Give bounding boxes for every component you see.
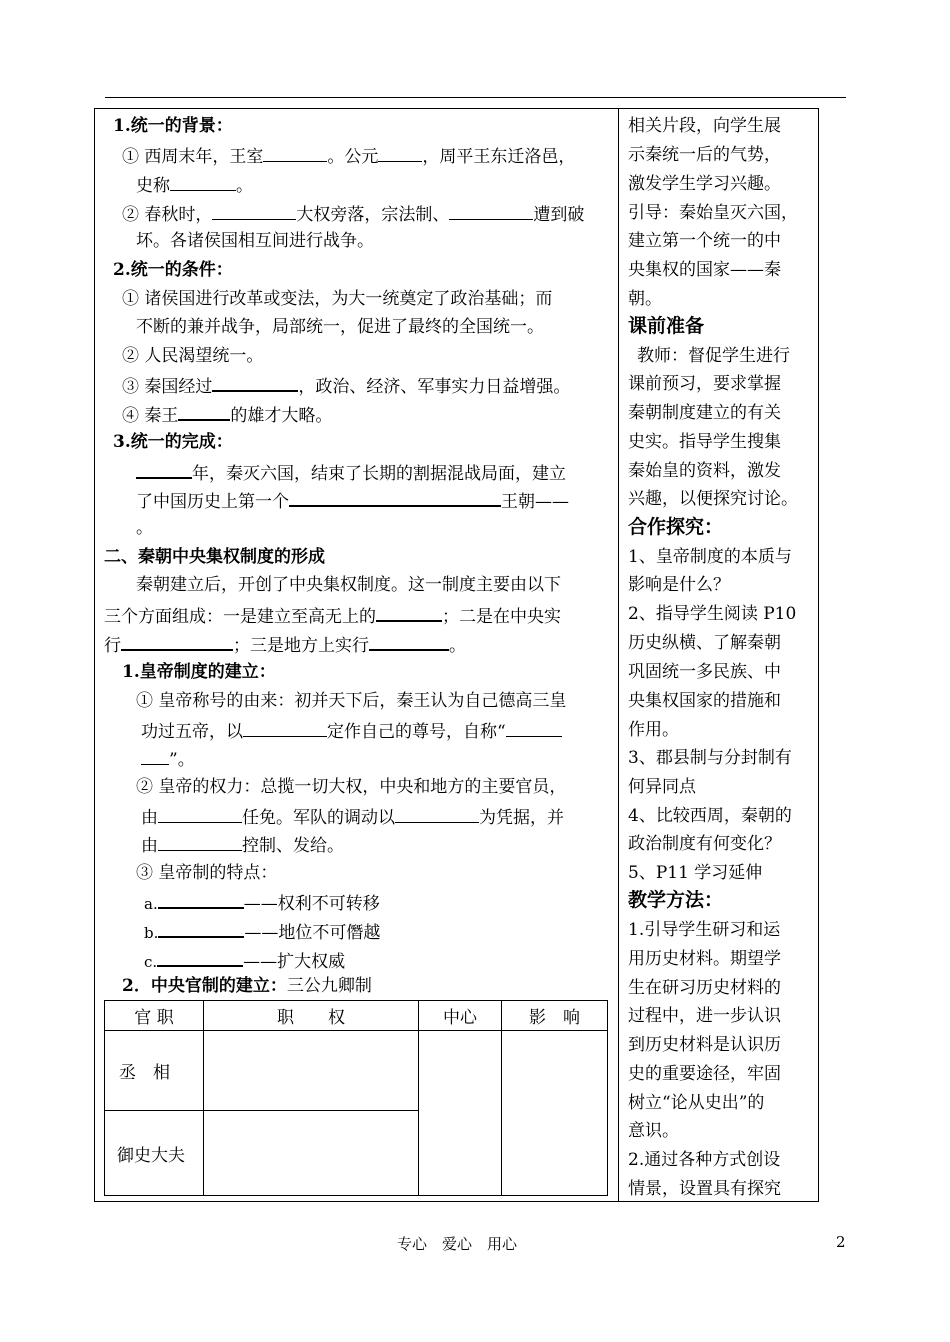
emperor-item-1: ① 皇帝称号的由来：初并天下后，秦王认为自己德高三皇 xyxy=(136,691,567,711)
background-item-2 xyxy=(122,203,584,225)
text: ③ 秦国经过 xyxy=(122,377,213,397)
fill-blank xyxy=(263,145,327,162)
text: ② 春秋时， xyxy=(122,205,213,225)
right-line: 意识。 xyxy=(628,1121,679,1141)
right-line: 1.引导学生研习和运 xyxy=(628,920,781,940)
right-line: 何异同点 xyxy=(628,777,696,797)
fill-blank xyxy=(178,403,230,421)
fill-blank xyxy=(141,748,169,765)
table-cell: 丞 相 xyxy=(105,1031,204,1111)
right-line: 5、P11 学习延伸 xyxy=(628,863,763,883)
right-line: 2、指导学生阅读 P10 xyxy=(628,604,797,624)
right-line: 建立第一个统一的中 xyxy=(628,231,781,251)
text: 。公元 xyxy=(327,147,379,167)
text: 行 xyxy=(104,636,121,656)
right-line: 相关片段，向学生展 xyxy=(628,116,781,136)
text: 的雄才大略。 xyxy=(230,406,333,426)
text: ——扩大权威 xyxy=(243,952,346,972)
table-row xyxy=(105,1031,608,1111)
completion-line-2 xyxy=(136,489,569,512)
feature-a xyxy=(144,891,380,914)
right-line: 央集权国家的措施和 xyxy=(628,691,781,711)
right-line: 到历史材料是认识历 xyxy=(628,1035,781,1055)
text: 定作自己的尊号，自称“ xyxy=(327,722,506,742)
conditions-item-3 xyxy=(122,374,570,397)
fill-blank xyxy=(289,489,501,507)
table-header: 职 权 xyxy=(204,1001,419,1031)
right-line: 1、皇帝制度的本质与 xyxy=(628,547,792,567)
page-number: 2 xyxy=(836,1233,846,1251)
right-line: 激发学生学习兴趣。 xyxy=(628,174,781,194)
section-completion-title: 3.统一的完成： xyxy=(113,432,233,452)
table-header: 官 职 xyxy=(105,1001,204,1031)
text: 年，秦灭六国，结束了长期的割据混战局面，建立 xyxy=(192,464,566,484)
fill-blank xyxy=(378,145,422,162)
text: 遭到破 xyxy=(533,205,585,225)
text: ④ 秦王 xyxy=(122,406,179,426)
conditions-item-2: ② 人民渴望统一。 xyxy=(122,346,264,366)
text: ——地位不可僭越 xyxy=(244,923,381,943)
text: ”。 xyxy=(169,750,195,770)
text: 王朝—— xyxy=(501,492,569,512)
fill-blank xyxy=(395,806,479,823)
fill-blank xyxy=(157,949,243,967)
prep-heading: 课前准备 xyxy=(628,315,705,337)
fill-blank xyxy=(376,604,442,622)
table-cell xyxy=(419,1031,502,1196)
column-divider xyxy=(618,108,619,1202)
right-line: 情景，设置具有探究 xyxy=(628,1179,781,1199)
right-line: 史实。指导学生搜集 xyxy=(628,432,781,452)
fill-blank xyxy=(506,720,562,737)
table-cell xyxy=(204,1111,419,1196)
text: 大权旁落，宗法制、 xyxy=(296,205,450,225)
feature-b xyxy=(144,920,380,943)
feature-c xyxy=(144,949,345,972)
fill-blank xyxy=(136,461,192,479)
text: 。 xyxy=(236,176,253,196)
right-line: 教师：督促学生进行 xyxy=(637,346,790,366)
text: ① 西周末年，王室 xyxy=(122,147,264,167)
fill-blank xyxy=(369,633,449,651)
table-header-row xyxy=(105,1001,608,1031)
right-line: 过程中，进一步认识 xyxy=(628,1006,781,1026)
table-header: 影 响 xyxy=(502,1001,608,1031)
background-item-1-cont xyxy=(136,174,253,196)
part-two-para-3 xyxy=(104,633,466,656)
text: ——权利不可转移 xyxy=(243,894,380,914)
text: 三个方面组成：一是建立至高无上的 xyxy=(104,607,376,627)
table-cell: 御史大夫 xyxy=(105,1111,204,1196)
part-two-para-1: 秦朝建立后，开创了中央集权制度。这一制度主要由以下 xyxy=(136,575,561,595)
emperor-item-1-cont2 xyxy=(141,748,195,770)
right-line: 2.通过各种方式创设 xyxy=(628,1150,781,1170)
right-line: 用历史材料。期望学 xyxy=(628,949,781,969)
text: 功过五帝，以 xyxy=(141,722,243,742)
right-line: 示秦统一后的气势， xyxy=(628,145,781,165)
conditions-item-1-cont: 不断的兼并战争，局部统一，促进了最终的全国统一。 xyxy=(136,317,544,337)
header-rule xyxy=(105,97,846,98)
text: 由 xyxy=(141,836,158,856)
footer-motto: 专心 爱心 用心 xyxy=(397,1235,518,1253)
right-line: 作用。 xyxy=(628,720,679,740)
table-header: 中心 xyxy=(419,1001,502,1031)
fill-blank xyxy=(121,633,233,651)
text: 2．中央官制的建立： xyxy=(122,976,287,996)
fill-blank xyxy=(158,806,242,823)
fill-blank xyxy=(158,891,244,909)
right-line: 3、郡县制与分封制有 xyxy=(628,748,792,768)
emperor-item-2-cont xyxy=(141,806,564,828)
fill-blank xyxy=(212,374,298,392)
fill-blank xyxy=(158,834,242,851)
text: ；三是地方上实行 xyxy=(233,636,369,656)
emperor-item-3: ③ 皇帝制的特点： xyxy=(136,863,278,883)
text: ，周平王东迁洛邑， xyxy=(422,147,576,167)
right-line: 影响是什么？ xyxy=(628,575,730,595)
text: 史称 xyxy=(136,176,170,196)
emperor-item-2-cont2 xyxy=(141,834,344,856)
emperor-item-2: ② 皇帝的权力：总揽一切大权，中央和地方的主要官员， xyxy=(136,777,567,797)
officials-table xyxy=(104,1000,608,1196)
right-line: 秦朝制度建立的有关 xyxy=(628,403,781,423)
conditions-item-1: ① 诸侯国进行改革或变法，为大一统奠定了政治基础；而 xyxy=(122,289,553,309)
fill-blank xyxy=(212,203,296,220)
text: ，政治、经济、军事实力日益增强。 xyxy=(298,377,571,397)
text: 为凭据，并 xyxy=(479,808,564,828)
fill-blank xyxy=(449,203,533,220)
conditions-item-4 xyxy=(122,403,332,426)
right-line: 朝。 xyxy=(628,289,662,309)
text: 。 xyxy=(449,636,466,656)
right-line: 巩固统一多民族、中 xyxy=(628,662,781,682)
method-heading: 教学方法： xyxy=(628,889,724,911)
right-line: 秦始皇的资料，激发 xyxy=(628,461,781,481)
completion-line-1 xyxy=(136,461,566,484)
right-line: 史的重要途径，牢固 xyxy=(628,1064,781,1084)
right-line: 生在研习历史材料的 xyxy=(628,978,781,998)
part-two-para-2 xyxy=(104,604,561,627)
right-line: 课前预习，要求掌握 xyxy=(628,374,781,394)
section-background-title: 1.统一的背景： xyxy=(113,116,233,136)
text: 了中国历史上第一个 xyxy=(136,492,289,512)
central-officials-title xyxy=(122,976,372,996)
right-line: 政治制度有何变化？ xyxy=(628,834,781,854)
fill-blank xyxy=(170,174,236,191)
fill-blank xyxy=(158,920,244,938)
table-cell xyxy=(502,1031,608,1196)
emperor-item-1-cont xyxy=(141,720,562,742)
table-cell xyxy=(204,1031,419,1111)
right-line: 历史纵横、了解秦朝 xyxy=(628,633,781,653)
text: ；二是在中央实 xyxy=(442,607,561,627)
right-line: 4、比较西周，秦朝的 xyxy=(628,806,792,826)
right-line: 兴趣，以便探究讨论。 xyxy=(628,489,798,509)
text: 控制、发给。 xyxy=(242,836,344,856)
text: c. xyxy=(144,953,158,971)
text: b. xyxy=(144,924,159,942)
background-item-2-cont: 坏。各诸侯国相互间进行战争。 xyxy=(136,231,374,251)
emperor-system-title: 1.皇帝制度的建立： xyxy=(122,662,276,682)
text: 三公九卿制 xyxy=(286,976,372,996)
background-item-1 xyxy=(122,145,575,167)
fill-blank xyxy=(243,720,327,737)
right-line: 引导：秦始皇灭六国， xyxy=(628,203,798,223)
text: 由 xyxy=(141,808,158,828)
text: a. xyxy=(144,895,158,913)
section-conditions-title: 2.统一的条件： xyxy=(113,260,233,280)
inquiry-heading: 合作探究： xyxy=(628,516,724,538)
right-line: 央集权的国家——秦 xyxy=(628,260,781,280)
part-two-title: 二、秦朝中央集权制度的形成 xyxy=(104,547,325,567)
right-line: 树立“论从史出”的 xyxy=(628,1093,765,1113)
text: 任免。军队的调动以 xyxy=(242,808,395,828)
completion-line-3: 。 xyxy=(136,518,153,538)
